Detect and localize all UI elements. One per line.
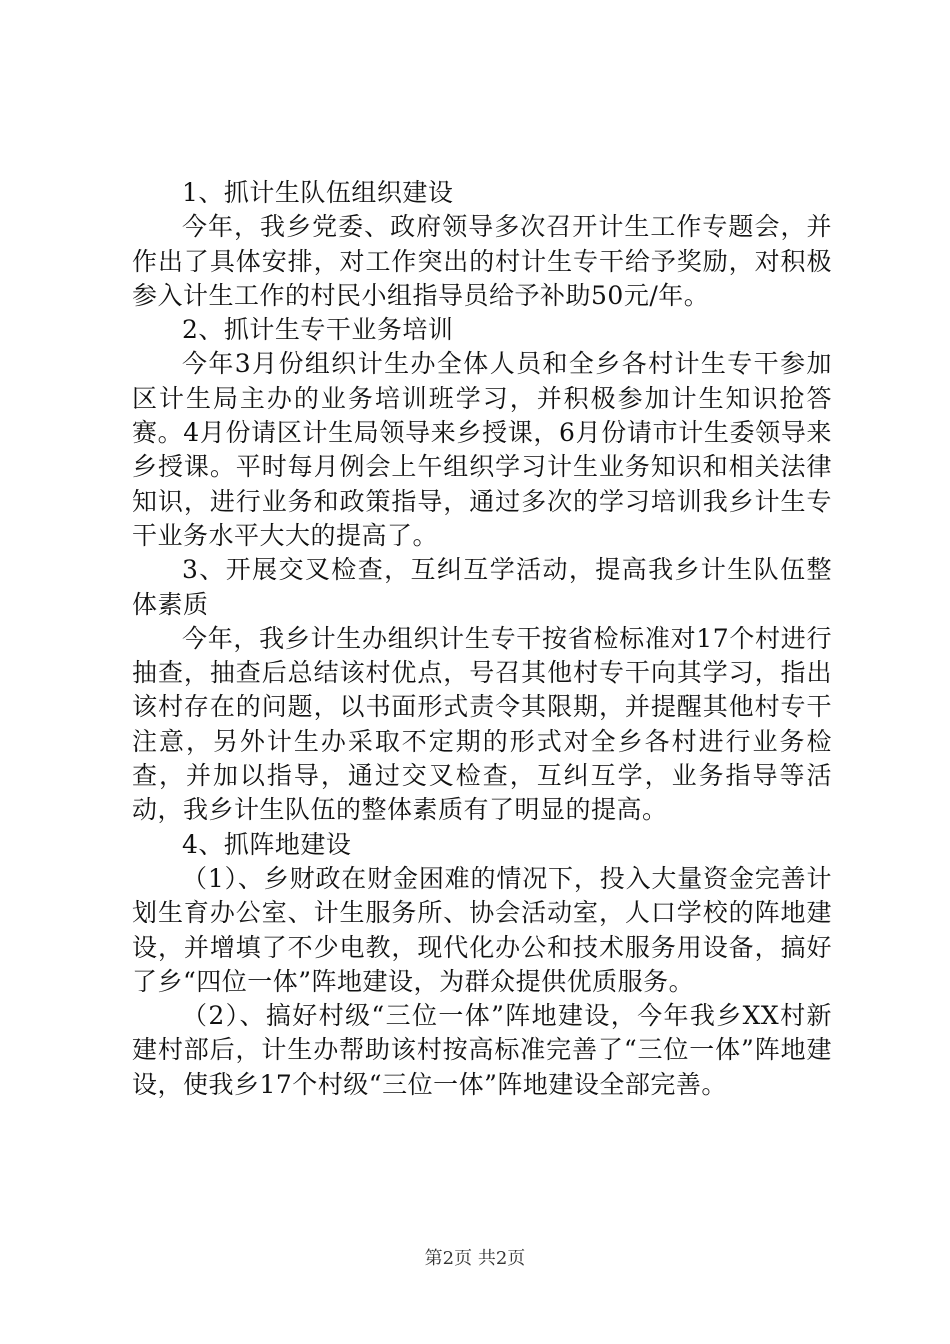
paragraph-1: 今年，我乡党委、政府领导多次召开计生工作专题会，并作出了具体安排，对工作突出的村计生专干给予奖励，对积极参入计生工作的村民小组指导员给予补助50元/年。 (132, 212, 832, 310)
section-heading-1: 1、抓计生队伍组织建设 (182, 178, 454, 207)
paragraph-3: 今年，我乡计生办组织计生专干按省检标准对17个村进行抽查，抽查后总结该村优点，号召其他村专干向其学习，指出该村存在的问题，以书面形式责令其限期，并提醒其他村专干注意，另外计生办采取不定期的形式对全乡各村进行业务检查，并加以指导，通过交叉检查，互纠互学，业务指导等活动，我乡计生队伍的整体素质有了明显的提高。 (132, 623, 832, 825)
paragraph-4-1: （1）、乡财政在财金困难的情况下，投入大量资金完善计划生育办公室、计生服务所、协会活动室，人口学校的阵地建设，并增填了不少电教，现代化办公和技术服务用设备，搞好了乡“四位一体”阵地建设，为群众提供优质服务。 (132, 863, 832, 996)
page-footer: 第2页 共2页 (424, 1248, 526, 1269)
document-body (132, 176, 832, 1102)
paragraph-2: 今年3月份组织计生办全体人员和全乡各村计生专干参加区计生局主办的业务培训班学习，并积极参加计生知识抢答赛。4月份请区计生局领导来乡授课，6月份请市计生委领导来乡授课。平时每月例会上午组织学习计生业务知识和相关法律知识，进行业务和政策指导，通过多次的学习培训我乡计生专干业务水平大大的提高了。 (132, 349, 832, 550)
paragraph-4-2: （2）、搞好村级“三位一体”阵地建设，今年我乡XX村新建村部后，计生办帮助该村按高标准完善了“三位一体”阵地建设，使我乡17个村级“三位一体”阵地建设全部完善。 (132, 1001, 832, 1099)
section-heading-4: 4、抓阵地建设 (182, 829, 352, 859)
section-heading-2: 2、抓计生专干业务培训 (182, 315, 454, 345)
section-heading-3: 3、开展交叉检查，互纠互学活动，提高我乡计生队伍整体素质 (132, 555, 832, 619)
